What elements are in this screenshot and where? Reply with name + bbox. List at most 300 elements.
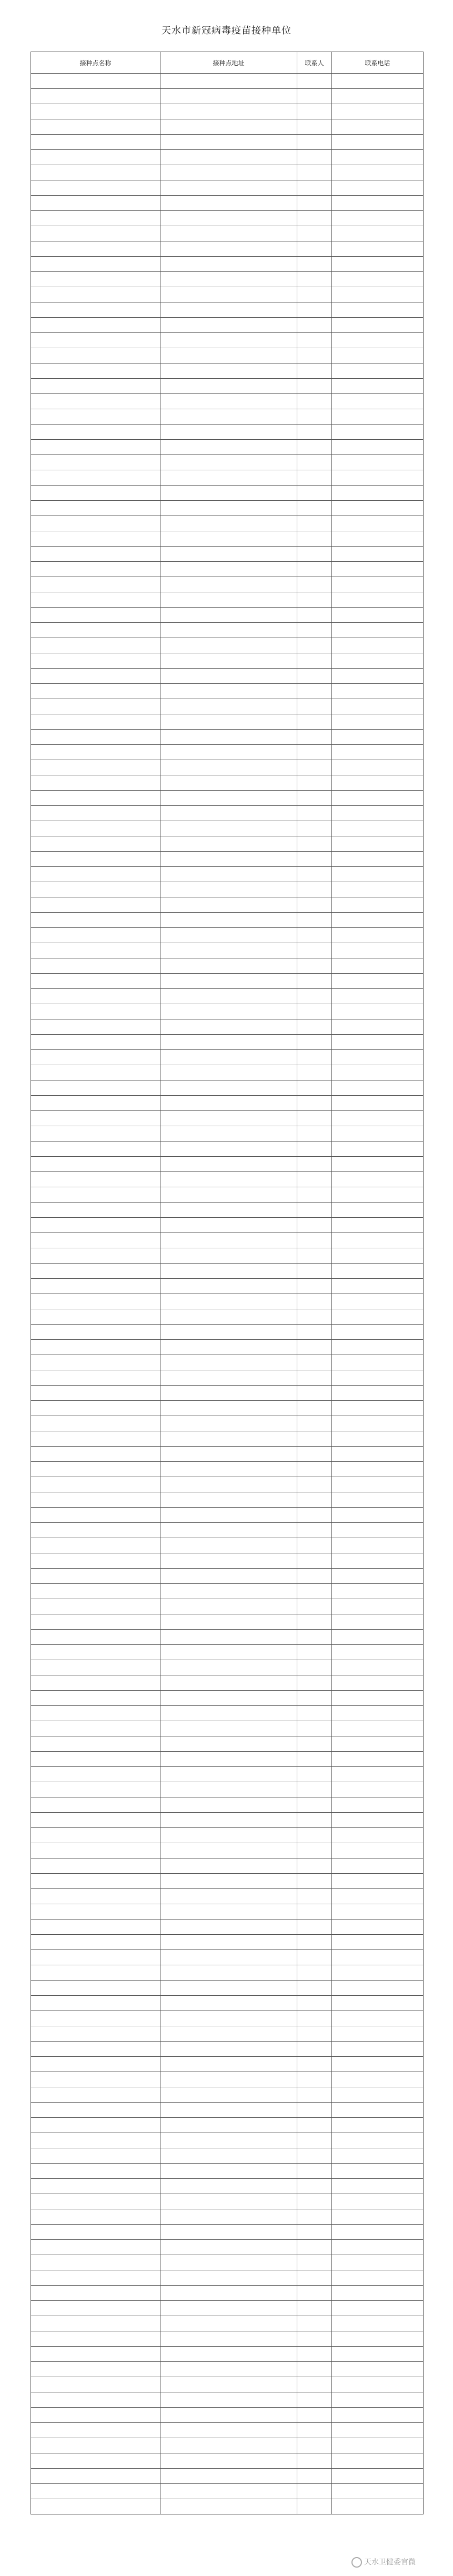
cell-site-name — [31, 257, 160, 272]
cell-site-name — [31, 394, 160, 409]
cell-site-name — [31, 623, 160, 638]
cell-contact-phone — [332, 1752, 424, 1767]
table-row — [31, 1080, 424, 1096]
cell-contact-person — [297, 363, 332, 379]
cell-site-name — [31, 2484, 160, 2499]
cell-contact-person — [297, 2270, 332, 2286]
cell-contact-phone — [332, 1584, 424, 1599]
cell-contact-person — [297, 1523, 332, 1538]
cell-site-name — [31, 989, 160, 1004]
cell-site-address — [160, 760, 297, 775]
header-contact-person: 联系人 — [297, 52, 332, 74]
cell-site-name — [31, 1172, 160, 1187]
cell-site-name — [31, 1508, 160, 1523]
cell-contact-person — [297, 470, 332, 486]
cell-contact-person — [297, 1904, 332, 1920]
cell-site-address — [160, 2179, 297, 2194]
cell-site-name — [31, 2225, 160, 2240]
table-row — [31, 2255, 424, 2270]
cell-contact-phone — [332, 1019, 424, 1035]
cell-contact-person — [297, 501, 332, 516]
cell-contact-phone — [332, 104, 424, 119]
cell-contact-phone — [332, 2164, 424, 2179]
cell-site-name — [31, 1492, 160, 1508]
cell-contact-person — [297, 1691, 332, 1706]
cell-contact-phone — [332, 211, 424, 226]
cell-contact-phone — [332, 516, 424, 531]
cell-site-address — [160, 2377, 297, 2392]
cell-contact-phone — [332, 1858, 424, 1874]
cell-site-address — [160, 394, 297, 409]
table-row — [31, 1462, 424, 1477]
cell-contact-phone — [332, 2392, 424, 2408]
cell-site-name — [31, 165, 160, 180]
cell-site-name — [31, 1325, 160, 1340]
cell-contact-person — [297, 455, 332, 470]
cell-contact-person — [297, 1386, 332, 1401]
cell-site-address — [160, 379, 297, 394]
cell-site-address — [160, 1233, 297, 1248]
cell-contact-person — [297, 1080, 332, 1096]
cell-contact-person — [297, 2103, 332, 2118]
table-row — [31, 730, 424, 745]
cell-site-name — [31, 135, 160, 150]
cell-contact-phone — [332, 897, 424, 913]
table-row — [31, 1660, 424, 1675]
cell-site-name — [31, 1462, 160, 1477]
cell-contact-phone — [332, 638, 424, 653]
cell-contact-phone — [332, 1111, 424, 1126]
table-row — [31, 241, 424, 257]
cell-contact-person — [297, 486, 332, 501]
cell-site-name — [31, 1874, 160, 1889]
table-row — [31, 1614, 424, 1630]
cell-contact-phone — [332, 2362, 424, 2377]
cell-contact-person — [297, 1614, 332, 1630]
cell-site-address — [160, 2026, 297, 2042]
cell-site-name — [31, 1904, 160, 1920]
cell-contact-phone — [332, 1248, 424, 1264]
cell-site-address — [160, 1553, 297, 1569]
cell-contact-person — [297, 989, 332, 1004]
cell-site-address — [160, 989, 297, 1004]
cell-contact-phone — [332, 1004, 424, 1019]
cell-site-address — [160, 852, 297, 867]
cell-contact-person — [297, 1706, 332, 1721]
cell-contact-phone — [332, 577, 424, 592]
table-row — [31, 1538, 424, 1553]
cell-site-name — [31, 2072, 160, 2087]
table-row — [31, 1645, 424, 1660]
table-row — [31, 1141, 424, 1157]
cell-contact-person — [297, 226, 332, 241]
cell-site-address — [160, 1355, 297, 1370]
cell-site-address — [160, 1599, 297, 1614]
cell-site-name — [31, 1569, 160, 1584]
cell-site-address — [160, 1538, 297, 1553]
cell-site-address — [160, 1401, 297, 1416]
cell-site-name — [31, 379, 160, 394]
table-row — [31, 1950, 424, 1965]
cell-site-address — [160, 2103, 297, 2118]
cell-contact-phone — [332, 2209, 424, 2225]
cell-contact-person — [297, 333, 332, 348]
cell-site-address — [160, 897, 297, 913]
cell-site-name — [31, 2499, 160, 2514]
table-row — [31, 2148, 424, 2164]
cell-contact-person — [297, 775, 332, 791]
cell-site-address — [160, 806, 297, 821]
cell-contact-person — [297, 943, 332, 958]
cell-site-name — [31, 1996, 160, 2011]
table-row — [31, 1355, 424, 1370]
cell-site-name — [31, 150, 160, 165]
cell-site-address — [160, 1904, 297, 1920]
cell-site-address — [160, 241, 297, 257]
cell-contact-person — [297, 1279, 332, 1294]
table-row — [31, 287, 424, 302]
cell-site-address — [160, 440, 297, 455]
cell-site-name — [31, 1950, 160, 1965]
table-row — [31, 2042, 424, 2057]
cell-contact-phone — [332, 348, 424, 363]
cell-site-name — [31, 1843, 160, 1858]
cell-site-name — [31, 1141, 160, 1157]
cell-contact-person — [297, 2087, 332, 2103]
cell-contact-person — [297, 1752, 332, 1767]
cell-contact-person — [297, 2286, 332, 2301]
cell-contact-phone — [332, 1813, 424, 1828]
table-row — [31, 2179, 424, 2194]
table-row — [31, 2087, 424, 2103]
cell-contact-person — [297, 928, 332, 943]
cell-contact-person — [297, 821, 332, 836]
cell-site-name — [31, 2118, 160, 2133]
cell-site-address — [160, 1920, 297, 1935]
table-row — [31, 211, 424, 226]
cell-site-address — [160, 1065, 297, 1080]
cell-contact-phone — [332, 1782, 424, 1797]
table-row — [31, 699, 424, 714]
cell-contact-phone — [332, 2469, 424, 2484]
table-row — [31, 333, 424, 348]
cell-site-name — [31, 1248, 160, 1264]
cell-contact-person — [297, 165, 332, 180]
cell-site-address — [160, 1416, 297, 1431]
cell-contact-person — [297, 1294, 332, 1309]
cell-contact-person — [297, 2484, 332, 2499]
cell-contact-phone — [332, 1721, 424, 1736]
table-row — [31, 1675, 424, 1691]
table-row — [31, 867, 424, 882]
table-row — [31, 89, 424, 104]
cell-site-address — [160, 623, 297, 638]
cell-site-address — [160, 302, 297, 318]
cell-site-name — [31, 913, 160, 928]
cell-site-address — [160, 470, 297, 486]
table-row — [31, 2072, 424, 2087]
cell-site-address — [160, 2469, 297, 2484]
cell-site-address — [160, 501, 297, 516]
cell-site-name — [31, 1431, 160, 1447]
cell-site-name — [31, 867, 160, 882]
cell-site-address — [160, 974, 297, 989]
header-site-address: 接种点地址 — [160, 52, 297, 74]
cell-site-name — [31, 1828, 160, 1843]
cell-contact-person — [297, 425, 332, 440]
cell-site-name — [31, 302, 160, 318]
cell-contact-person — [297, 1111, 332, 1126]
cell-contact-phone — [332, 2118, 424, 2133]
table-row — [31, 1996, 424, 2011]
cell-site-address — [160, 1721, 297, 1736]
cell-contact-person — [297, 623, 332, 638]
table-row — [31, 1401, 424, 1416]
cell-contact-phone — [332, 440, 424, 455]
cell-contact-person — [297, 1447, 332, 1462]
cell-site-address — [160, 531, 297, 547]
table-row — [31, 1523, 424, 1538]
cell-site-address — [160, 1996, 297, 2011]
cell-site-address — [160, 2347, 297, 2362]
table-row — [31, 1248, 424, 1264]
cell-site-address — [160, 928, 297, 943]
table-row — [31, 1187, 424, 1203]
cell-site-name — [31, 1477, 160, 1492]
cell-contact-person — [297, 1431, 332, 1447]
cell-site-address — [160, 592, 297, 608]
cell-site-address — [160, 1248, 297, 1264]
cell-contact-person — [297, 2377, 332, 2392]
cell-contact-person — [297, 1233, 332, 1248]
cell-contact-person — [297, 1401, 332, 1416]
cell-site-address — [160, 1584, 297, 1599]
cell-contact-person — [297, 2042, 332, 2057]
table-row — [31, 425, 424, 440]
cell-contact-person — [297, 2209, 332, 2225]
table-row — [31, 2408, 424, 2423]
cell-site-name — [31, 2362, 160, 2377]
cell-site-name — [31, 2347, 160, 2362]
cell-contact-phone — [332, 379, 424, 394]
cell-contact-phone — [332, 1233, 424, 1248]
cell-contact-person — [297, 1584, 332, 1599]
cell-contact-phone — [332, 2347, 424, 2362]
cell-site-address — [160, 821, 297, 836]
cell-contact-person — [297, 302, 332, 318]
cell-site-name — [31, 348, 160, 363]
cell-site-address — [160, 1080, 297, 1096]
cell-contact-phone — [332, 699, 424, 714]
cell-contact-person — [297, 2255, 332, 2270]
cell-contact-person — [297, 272, 332, 287]
table-row — [31, 2469, 424, 2484]
table-row — [31, 1264, 424, 1279]
cell-site-address — [160, 1767, 297, 1782]
cell-site-name — [31, 1630, 160, 1645]
table-row — [31, 897, 424, 913]
table-row — [31, 1172, 424, 1187]
cell-site-address — [160, 1325, 297, 1340]
cell-site-name — [31, 211, 160, 226]
cell-site-name — [31, 1782, 160, 1797]
cell-site-address — [160, 2270, 297, 2286]
cell-contact-person — [297, 1599, 332, 1614]
table-row — [31, 547, 424, 562]
table-row — [31, 1386, 424, 1401]
cell-contact-phone — [332, 1553, 424, 1569]
cell-site-address — [160, 150, 297, 165]
cell-contact-phone — [332, 1187, 424, 1203]
table-row — [31, 1203, 424, 1218]
cell-site-name — [31, 2087, 160, 2103]
cell-contact-phone — [332, 531, 424, 547]
cell-contact-phone — [332, 180, 424, 196]
cell-contact-phone — [332, 2133, 424, 2148]
cell-contact-phone — [332, 1294, 424, 1309]
cell-site-name — [31, 2270, 160, 2286]
cell-site-name — [31, 2209, 160, 2225]
table-row — [31, 821, 424, 836]
cell-site-name — [31, 1614, 160, 1630]
cell-site-address — [160, 1797, 297, 1813]
cell-contact-phone — [332, 928, 424, 943]
cell-site-address — [160, 577, 297, 592]
table-row — [31, 1767, 424, 1782]
cell-site-address — [160, 104, 297, 119]
cell-site-address — [160, 1370, 297, 1386]
cell-site-address — [160, 2011, 297, 2026]
watermark-text: 天水卫健委官微 — [364, 2558, 416, 2567]
cell-contact-phone — [332, 486, 424, 501]
cell-contact-person — [297, 1981, 332, 1996]
table-row — [31, 1431, 424, 1447]
table-row — [31, 1630, 424, 1645]
table-row — [31, 2499, 424, 2514]
cell-contact-person — [297, 1553, 332, 1569]
table-row — [31, 379, 424, 394]
cell-site-name — [31, 2026, 160, 2042]
cell-contact-person — [297, 1264, 332, 1279]
table-row — [31, 2133, 424, 2148]
cell-site-address — [160, 1386, 297, 1401]
cell-contact-phone — [332, 2377, 424, 2392]
cell-site-name — [31, 806, 160, 821]
cell-site-address — [160, 1706, 297, 1721]
cell-site-address — [160, 1981, 297, 1996]
cell-site-address — [160, 1614, 297, 1630]
cell-contact-person — [297, 791, 332, 806]
cell-site-name — [31, 2331, 160, 2347]
watermark — [351, 2557, 416, 2568]
cell-site-address — [160, 714, 297, 730]
table-row — [31, 653, 424, 669]
cell-contact-person — [297, 714, 332, 730]
cell-site-address — [160, 1172, 297, 1187]
table-row — [31, 562, 424, 577]
table-row — [31, 440, 424, 455]
cell-site-name — [31, 2408, 160, 2423]
cell-contact-phone — [332, 2011, 424, 2026]
cell-site-name — [31, 501, 160, 516]
cell-contact-phone — [332, 287, 424, 302]
cell-site-address — [160, 775, 297, 791]
cell-site-name — [31, 2453, 160, 2469]
cell-site-address — [160, 2499, 297, 2514]
cell-site-name — [31, 1965, 160, 1981]
cell-contact-phone — [332, 1645, 424, 1660]
cell-site-address — [160, 2392, 297, 2408]
cell-site-name — [31, 897, 160, 913]
cell-contact-person — [297, 1874, 332, 1889]
cell-contact-phone — [332, 2255, 424, 2270]
cell-site-name — [31, 775, 160, 791]
cell-site-name — [31, 2148, 160, 2164]
table-row — [31, 1218, 424, 1233]
cell-site-name — [31, 1386, 160, 1401]
cell-contact-phone — [332, 1843, 424, 1858]
cell-contact-person — [297, 1355, 332, 1370]
cell-contact-phone — [332, 2423, 424, 2438]
cell-site-name — [31, 1340, 160, 1355]
cell-contact-person — [297, 684, 332, 699]
cell-contact-person — [297, 2118, 332, 2133]
cell-contact-phone — [332, 1828, 424, 1843]
cell-site-name — [31, 1187, 160, 1203]
cell-site-name — [31, 1019, 160, 1035]
cell-site-address — [160, 608, 297, 623]
cell-contact-person — [297, 180, 332, 196]
cell-contact-phone — [332, 806, 424, 821]
cell-contact-phone — [332, 882, 424, 897]
cell-contact-phone — [332, 1614, 424, 1630]
cell-contact-phone — [332, 1889, 424, 1904]
cell-site-address — [160, 165, 297, 180]
cell-site-name — [31, 928, 160, 943]
cell-site-address — [160, 363, 297, 379]
table-row — [31, 2270, 424, 2286]
table-row — [31, 806, 424, 821]
cell-site-address — [160, 2118, 297, 2133]
cell-site-address — [160, 2316, 297, 2331]
cell-contact-phone — [332, 2499, 424, 2514]
table-row — [31, 363, 424, 379]
cell-site-address — [160, 2164, 297, 2179]
cell-contact-phone — [332, 852, 424, 867]
cell-site-address — [160, 1889, 297, 1904]
cell-site-address — [160, 1279, 297, 1294]
cell-contact-phone — [332, 943, 424, 958]
cell-contact-person — [297, 104, 332, 119]
table-row — [31, 1050, 424, 1065]
cell-site-name — [31, 699, 160, 714]
cell-contact-person — [297, 1508, 332, 1523]
cell-site-name — [31, 882, 160, 897]
cell-contact-phone — [332, 1706, 424, 1721]
cell-site-address — [160, 1477, 297, 1492]
cell-contact-person — [297, 1157, 332, 1172]
cell-site-address — [160, 2225, 297, 2240]
cell-contact-person — [297, 806, 332, 821]
cell-contact-phone — [332, 165, 424, 180]
cell-site-address — [160, 1019, 297, 1035]
table-row — [31, 1508, 424, 1523]
table-row — [31, 1584, 424, 1599]
cell-site-name — [31, 1447, 160, 1462]
cell-site-name — [31, 821, 160, 836]
cell-contact-phone — [332, 135, 424, 150]
table-row — [31, 150, 424, 165]
